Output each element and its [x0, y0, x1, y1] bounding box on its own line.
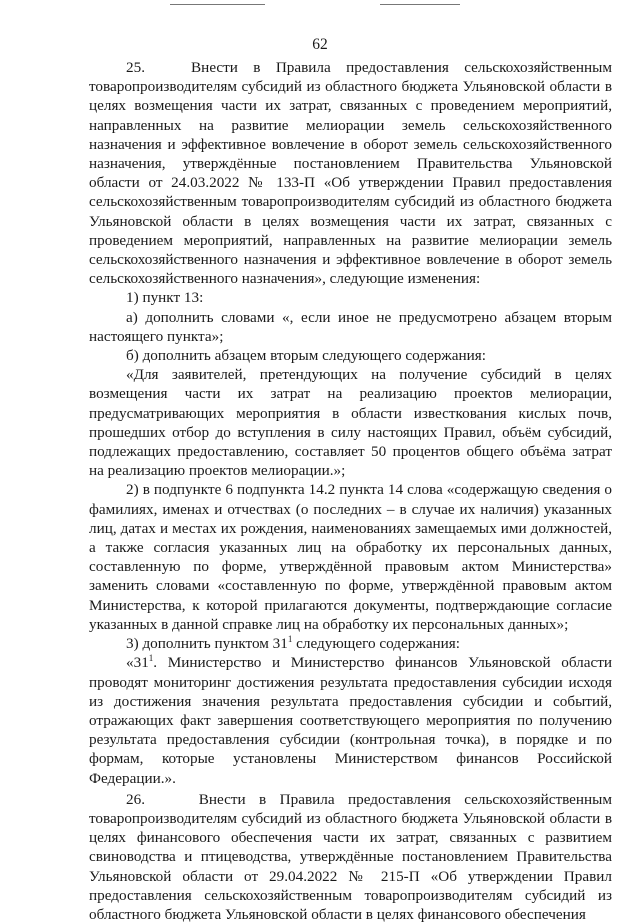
paragraph-item-26: 26. Внести в Правила предоставления сельскохозяйственным товаропроизводителям субсидий из областного бюджета Ульяновской области в целях финансового обеспечения части их затрат, связанных с развитием свиноводства и птицеводства, утверждённые постановлением Правительства Ульяновской области от 29.04.2022 № 215-П «Об утверждении Правил предоставления сельскохозяйственным товаропроизводителям субсидий из областного бюджета Ульяновской области в целях финансового обеспечения [89, 790, 612, 923]
paragraph-subitem-1: 1) пункт 13: [126, 289, 204, 307]
paragraph-item-25: 25. Внести в Правила предоставления сельскохозяйственным товаропроизводителям субсидий из областного бюджета Ульяновской области в целях возмещения части их затрат, связанных с проведением мероприятий, направленных на развитие мелиорации земель сельскохозяйственного назначения и эффективное вовлечение в оборот земель сельскохозяйственного назначения, утверждённые постановлением Правительства Ульяновской области от 24.03.2022 № 133-П «Об утверждении Правил предоставления сельскохозяйственным товаропроизводителям субсидий из областного бюджета Ульяновской области в целях возмещения части их затрат, связанных с проведением мероприятий, направленных на развитие мелиорации земель сельскохозяйственного назначения и эффективное вовлечение в оборот земель сельскохозяйственного назначения», следующие изменения: [89, 59, 612, 288]
item-31-text-after: . Министерство и Министерство финансов Ульяновской области проводят мониторинг достижения результата предоставления субсидии исходя из достижения значения результата предоставления субсидии и событий, отражающих факт завершения соответствующего мероприятия по получению результата предоставления субсидии (контрольная точка), в порядке и по формам, которые установлены Министерством финансов Российской Федерации.». [89, 654, 612, 787]
item-31-text-before: «31 [126, 654, 149, 672]
paragraph-quoted-addition: «Для заявителей, претендующих на получение субсидий в целях возмещения части их затрат на реализацию проектов мелиорации, предусматривающих мероприятия в области известкования кислых почв, прошедших отбор до вступления в силу настоящих Правил, объём субсидий, подлежащих предоставлению, составляет 50 процентов общего объёма затрат на реализацию проектов мелиорации.»; [89, 366, 612, 480]
page-number: 62 [312, 36, 328, 53]
paragraph-subitem-1b: б) дополнить абзацем вторым следующего содержания: [126, 347, 486, 365]
subitem-3-text-before: 3) дополнить пунктом 31 [126, 635, 288, 653]
subitem-3-superscript: 1 [287, 634, 293, 645]
scan-artifact-line-left [170, 4, 265, 5]
subitem-3-text-after: следующего содержания: [292, 635, 461, 653]
document-body [89, 58, 612, 924]
paragraph-subitem-1a: а) дополнить словами «, если иное не предусмотрено абзацем вторым настоящего пункта»; [89, 308, 612, 345]
paragraph-subitem-2: 2) в подпункте 6 подпункта 14.2 пункта 14 слова «содержащую сведения о фамилиях, именах и отчествах (о последних – в случае их наличия) указанных лиц, датах и местах их рождения, наименованиях замещаемых ими должностей, а также согласия указанных лиц на обработку их персональных данных, составленную по форме, утверждённой правовым актом Министерства» заменить словами «составленную по форме, утверждённой правовым актом Министерства, к которой прилагаются документы, подтверждающие согласие указанных в данной справке лиц на обработку их персональных данных»; [89, 481, 612, 633]
paragraph-subitem-3 [89, 634, 612, 653]
scan-artifact-line-right [380, 4, 460, 5]
paragraph-item-31-1 [89, 653, 612, 787]
item-31-superscript: 1 [148, 653, 154, 664]
